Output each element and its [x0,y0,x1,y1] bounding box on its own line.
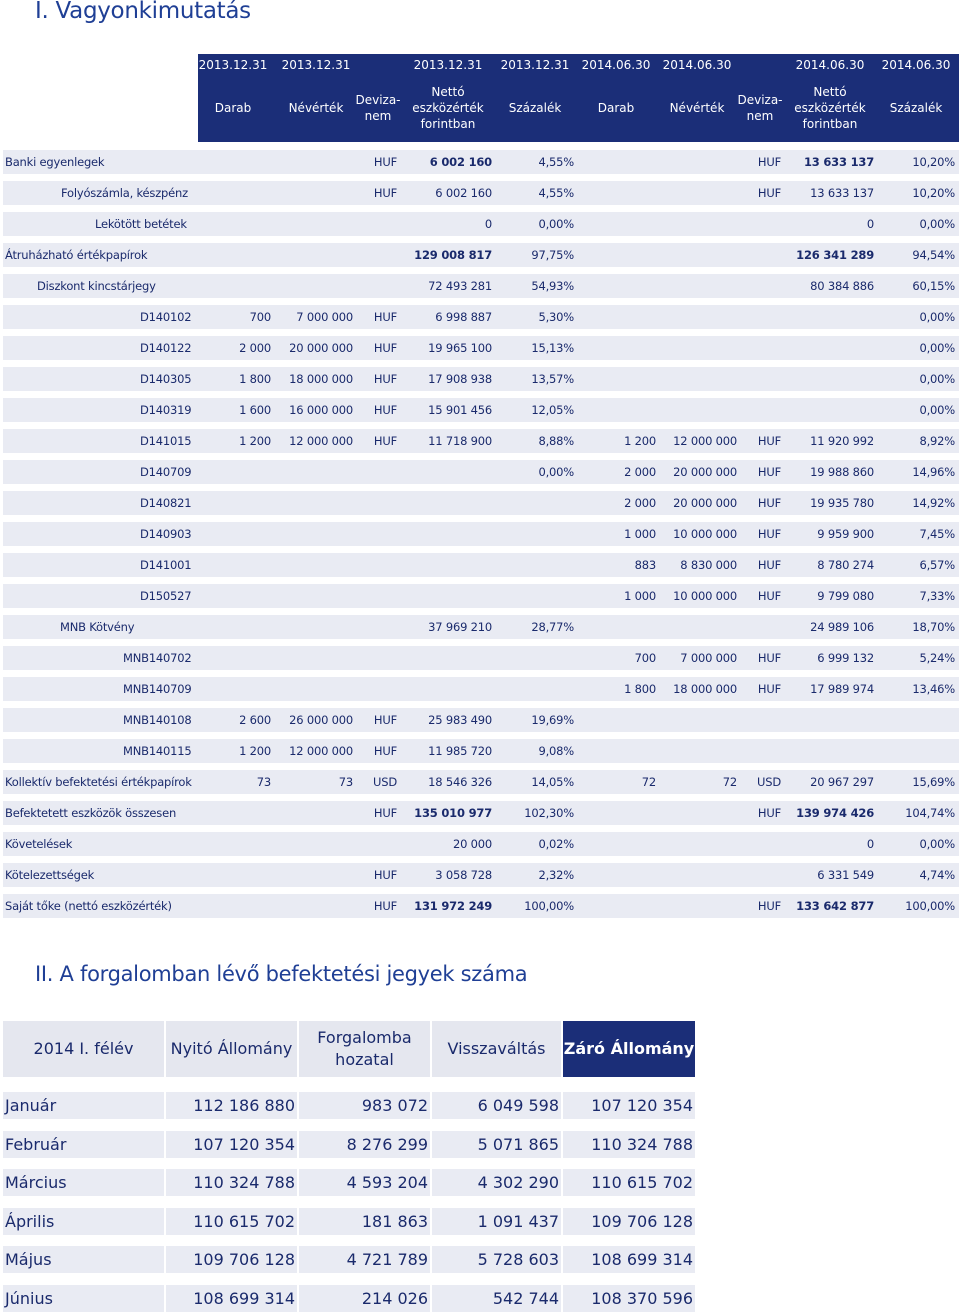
header-darab: Darab [214,101,252,115]
row-v1: 0 [484,217,492,231]
row-p2: 104,74% [905,806,955,820]
row-c1: HUF [373,868,397,882]
table-row [3,274,959,298]
row-p1: 0,00% [538,217,574,231]
table-cell: 110 615 702 [193,1211,295,1231]
row-v1: 129 008 817 [414,248,492,262]
row-d2: 1 000 [624,589,656,603]
row-label: Átruházható értékpapírok [5,248,148,262]
row-c1: HUF [373,899,397,913]
row-v1: 15 901 456 [428,403,492,417]
row-n2: 8 830 000 [680,558,737,572]
row-p1: 12,05% [531,403,574,417]
row-v1: 20 000 [452,837,492,851]
table-cell: 542 744 [492,1288,559,1308]
row-v2: 6 999 132 [817,651,874,665]
month-label: Június [5,1288,53,1308]
row-label: Folyószámla, készpénz [61,186,188,200]
row-n2: 20 000 000 [673,496,737,510]
row-p1: 0,00% [538,465,574,479]
row-v1: 18 546 326 [428,775,492,789]
row-v1: 135 010 977 [414,806,492,820]
table-row [3,708,959,732]
row-label: D140305 [140,372,192,386]
row-c1: HUF [373,155,397,169]
row-p2: 15,69% [912,775,955,789]
row-c1: HUF [373,434,397,448]
row-v1: 11 985 720 [428,744,492,758]
asset-statement-table [3,54,959,916]
row-v2: 24 989 106 [810,620,874,634]
row-v1: 72 493 281 [428,279,492,293]
table-row [3,863,959,887]
table-row [3,894,959,918]
row-v2: 80 384 886 [810,279,874,293]
row-p2: 18,70% [912,620,955,634]
row-d2: 1 000 [624,527,656,541]
table-row [3,522,959,546]
table2-header: Nyitó Állomány [166,1021,297,1077]
row-label: Banki egyenlegek [5,155,105,169]
row-v2: 126 341 289 [796,248,874,262]
row-v1: 6 002 160 [429,155,492,169]
row-v2: 20 967 297 [810,775,874,789]
row-v2: 0 [866,837,874,851]
row-c2: HUF [757,558,781,572]
table-row [3,336,959,360]
row-v1: 37 969 210 [428,620,492,634]
table-row [3,367,959,391]
row-v1: 25 983 490 [428,713,492,727]
table-row [3,584,959,608]
row-p1: 100,00% [524,899,574,913]
row-d2: 72 [641,775,656,789]
header-deviza: Deviza- nem [737,93,783,123]
row-c1: HUF [373,372,397,386]
row-v2: 17 989 974 [810,682,874,696]
header-netto: Nettó eszközérték forintban [794,85,866,131]
header-darab: Darab [597,101,635,115]
row-d1: 1 600 [239,403,271,417]
table-cell: 8 276 299 [346,1134,428,1154]
table-cell: 110 324 788 [591,1134,693,1154]
row-v2: 11 920 992 [810,434,874,448]
row-c2: HUF [757,806,781,820]
table-row [3,646,959,670]
table-row [3,1131,695,1158]
row-label: MNB140702 [123,651,192,665]
row-p1: 9,08% [538,744,574,758]
month-label: Április [5,1211,55,1231]
row-v1: 19 965 100 [428,341,492,355]
row-p2: 6,57% [919,558,955,572]
row-n2: 20 000 000 [673,465,737,479]
table-row [3,181,959,205]
row-d2: 2 000 [624,465,656,479]
table-row [3,553,959,577]
row-n1: 7 000 000 [296,310,353,324]
header-szazalek: Százalék [889,101,943,115]
row-p2: 0,00% [919,372,955,386]
row-p1: 4,55% [538,186,574,200]
row-c2: HUF [757,496,781,510]
row-d1: 1 200 [239,434,271,448]
row-p1: 97,75% [531,248,574,262]
row-p2: 7,45% [919,527,955,541]
row-c2: HUF [757,465,781,479]
row-p1: 4,55% [538,155,574,169]
row-c1: HUF [373,744,397,758]
row-p1: 102,30% [524,806,574,820]
table-cell: 5 728 603 [477,1250,559,1269]
header-date: 2014.06.30 [795,58,865,72]
row-n1: 73 [338,775,353,789]
row-c2: HUF [757,899,781,913]
row-c2: HUF [757,589,781,603]
units-in-circulation-table [3,1021,695,1313]
row-d1: 2 600 [239,713,271,727]
table-cell: 107 120 354 [193,1134,295,1154]
row-p2: 10,20% [912,186,955,200]
row-c1: USD [373,775,397,789]
row-p2: 14,92% [912,496,955,510]
table-row [3,460,959,484]
row-label: D140122 [140,341,192,355]
row-p2: 7,33% [919,589,955,603]
header-szazalek: Százalék [508,101,562,115]
row-p1: 5,30% [538,310,574,324]
table-cell: 108 370 596 [591,1288,693,1308]
row-v1: 17 908 938 [428,372,492,386]
row-v2: 9 799 080 [817,589,874,603]
table-row [3,1169,695,1196]
month-label: Február [5,1134,67,1154]
table-row [3,305,959,329]
row-d2: 1 200 [624,434,656,448]
table-row [3,832,959,856]
row-p1: 8,88% [538,434,574,448]
table-row [3,1208,695,1235]
row-p2: 10,20% [912,155,955,169]
row-v1: 6 002 160 [435,186,492,200]
row-n1: 18 000 000 [289,372,353,386]
row-label: MNB140709 [123,682,192,696]
row-c2: HUF [757,651,781,665]
row-label: Követelések [5,837,73,851]
row-v2: 133 642 877 [796,899,874,913]
table-row [3,243,959,267]
table-cell: 4 593 204 [346,1173,428,1192]
row-n1: 26 000 000 [289,713,353,727]
table-row [3,491,959,515]
table-row [3,150,959,174]
row-label: Kötelezettségek [5,868,95,882]
table2-header: 2014 I. félév [3,1021,164,1077]
table-cell: 214 026 [361,1288,428,1308]
row-c2: HUF [757,527,781,541]
row-d2: 2 000 [624,496,656,510]
row-label: D140903 [140,527,192,541]
section1-title: I. Vagyonkimutatás [35,0,251,24]
row-v2: 8 780 274 [817,558,874,572]
row-v1: 11 718 900 [428,434,492,448]
row-n1: 12 000 000 [289,434,353,448]
table-cell: 110 615 702 [591,1173,693,1192]
row-label: MNB140108 [123,713,192,727]
header-nevertek: Névérték [288,101,344,115]
row-p1: 28,77% [531,620,574,634]
row-label: MNB Kötvény [60,620,135,634]
row-c2: HUF [757,186,781,200]
row-p2: 60,15% [912,279,955,293]
header-date: 2013.12.31 [281,58,351,72]
row-p2: 0,00% [919,403,955,417]
row-v2: 0 [866,217,874,231]
row-n1: 20 000 000 [289,341,353,355]
row-v1: 131 972 249 [414,899,492,913]
table-cell: 4 302 290 [477,1173,559,1192]
row-c1: HUF [373,806,397,820]
row-d2: 883 [634,558,656,572]
row-p1: 19,69% [531,713,574,727]
row-label: Lekötött betétek [95,217,187,231]
row-d2: 1 800 [624,682,656,696]
row-d1: 1 800 [239,372,271,386]
row-c1: HUF [373,403,397,417]
row-d2: 700 [634,651,656,665]
table-row [3,1092,695,1119]
header-date: 2013.12.31 [500,58,570,72]
table-cell: 181 863 [361,1211,428,1231]
row-p2: 0,00% [919,310,955,324]
row-n2: 72 [722,775,737,789]
table-row [3,429,959,453]
row-n1: 12 000 000 [289,744,353,758]
row-label: D150527 [140,589,192,603]
row-v2: 19 935 780 [810,496,874,510]
table-row [3,677,959,701]
table-cell: 109 706 128 [591,1211,693,1231]
row-d1: 1 200 [239,744,271,758]
header-date: 2013.12.31 [198,58,268,72]
row-p2: 100,00% [905,899,955,913]
row-label: D141015 [140,434,192,448]
row-n2: 12 000 000 [673,434,737,448]
section2-title: II. A forgalomban lévő befektetési jegyek száma [35,962,528,986]
table-row [3,1246,695,1273]
table-row [3,801,959,825]
row-n1: 16 000 000 [289,403,353,417]
table-cell: 6 049 598 [477,1096,559,1115]
month-label: Január [5,1096,57,1115]
row-c1: HUF [373,713,397,727]
table-cell: 110 324 788 [193,1173,295,1192]
row-c1: HUF [373,310,397,324]
header-date: 2013.12.31 [413,58,483,72]
table-cell: 108 699 314 [591,1250,693,1269]
row-p2: 8,92% [919,434,955,448]
row-label: Befektetett eszközök összesen [5,806,177,820]
table-cell: 5 071 865 [477,1134,559,1154]
table2-header: Forgalomba hozatal [299,1021,430,1077]
table-row [3,398,959,422]
month-label: Május [5,1250,52,1269]
table-cell: 112 186 880 [193,1096,295,1115]
row-label: D140102 [140,310,192,324]
table-cell: 4 721 789 [346,1250,428,1269]
row-label: D140319 [140,403,192,417]
table2-header: Visszaváltás [432,1021,561,1077]
header-date: 2014.06.30 [881,58,951,72]
row-label: Saját tőke (nettó eszközérték) [5,899,172,913]
row-v2: 13 633 137 [810,186,874,200]
row-p2: 0,00% [919,837,955,851]
row-label: MNB140115 [123,744,192,758]
row-p2: 0,00% [919,217,955,231]
table-cell: 108 699 314 [193,1288,295,1308]
row-c1: HUF [373,341,397,355]
header-date: 2014.06.30 [581,58,651,72]
row-p1: 15,13% [531,341,574,355]
row-c2: HUF [757,682,781,696]
row-v1: 3 058 728 [435,868,492,882]
row-d1: 73 [256,775,271,789]
row-v1: 6 998 887 [435,310,492,324]
row-p1: 14,05% [531,775,574,789]
row-v2: 6 331 549 [817,868,874,882]
header-deviza: Deviza- nem [355,93,401,123]
row-v2: 9 959 900 [817,527,874,541]
row-v2: 13 633 137 [803,155,874,169]
row-n2: 10 000 000 [673,589,737,603]
row-c2: HUF [757,155,781,169]
table-row [3,739,959,763]
table-row [3,212,959,236]
row-v2: 19 988 860 [810,465,874,479]
row-p1: 13,57% [531,372,574,386]
row-p1: 0,02% [538,837,574,851]
row-label: Kollektív befektetési értékpapírok [5,775,192,789]
row-p2: 94,54% [912,248,955,262]
table-cell: 109 706 128 [193,1250,295,1269]
table-row [3,770,959,794]
row-label: D140709 [140,465,192,479]
row-p1: 54,93% [531,279,574,293]
row-p2: 5,24% [919,651,955,665]
row-p2: 0,00% [919,341,955,355]
row-p2: 14,96% [912,465,955,479]
row-c1: HUF [373,186,397,200]
row-p2: 4,74% [919,868,955,882]
header-nevertek: Névérték [669,101,725,115]
row-p1: 2,32% [538,868,574,882]
header-netto: Nettó eszközérték forintban [412,85,484,131]
table-cell: 1 091 437 [477,1211,559,1231]
row-label: D140821 [140,496,192,510]
row-n2: 10 000 000 [673,527,737,541]
row-v2: 139 974 426 [796,806,874,820]
table-cell: 107 120 354 [591,1096,693,1115]
row-c2: USD [757,775,781,789]
row-n2: 18 000 000 [673,682,737,696]
row-d1: 700 [249,310,271,324]
header-date: 2014.06.30 [662,58,732,72]
table-cell: 983 072 [361,1096,428,1115]
row-p2: 13,46% [912,682,955,696]
table2-header: Záró Állomány [563,1021,695,1077]
month-label: Március [5,1173,67,1192]
table-row [3,615,959,639]
row-d1: 2 000 [239,341,271,355]
row-label: Diszkont kincstárjegy [37,279,156,293]
table-row [3,1285,695,1312]
row-label: D141001 [140,558,192,572]
row-n2: 7 000 000 [680,651,737,665]
row-c2: HUF [757,434,781,448]
